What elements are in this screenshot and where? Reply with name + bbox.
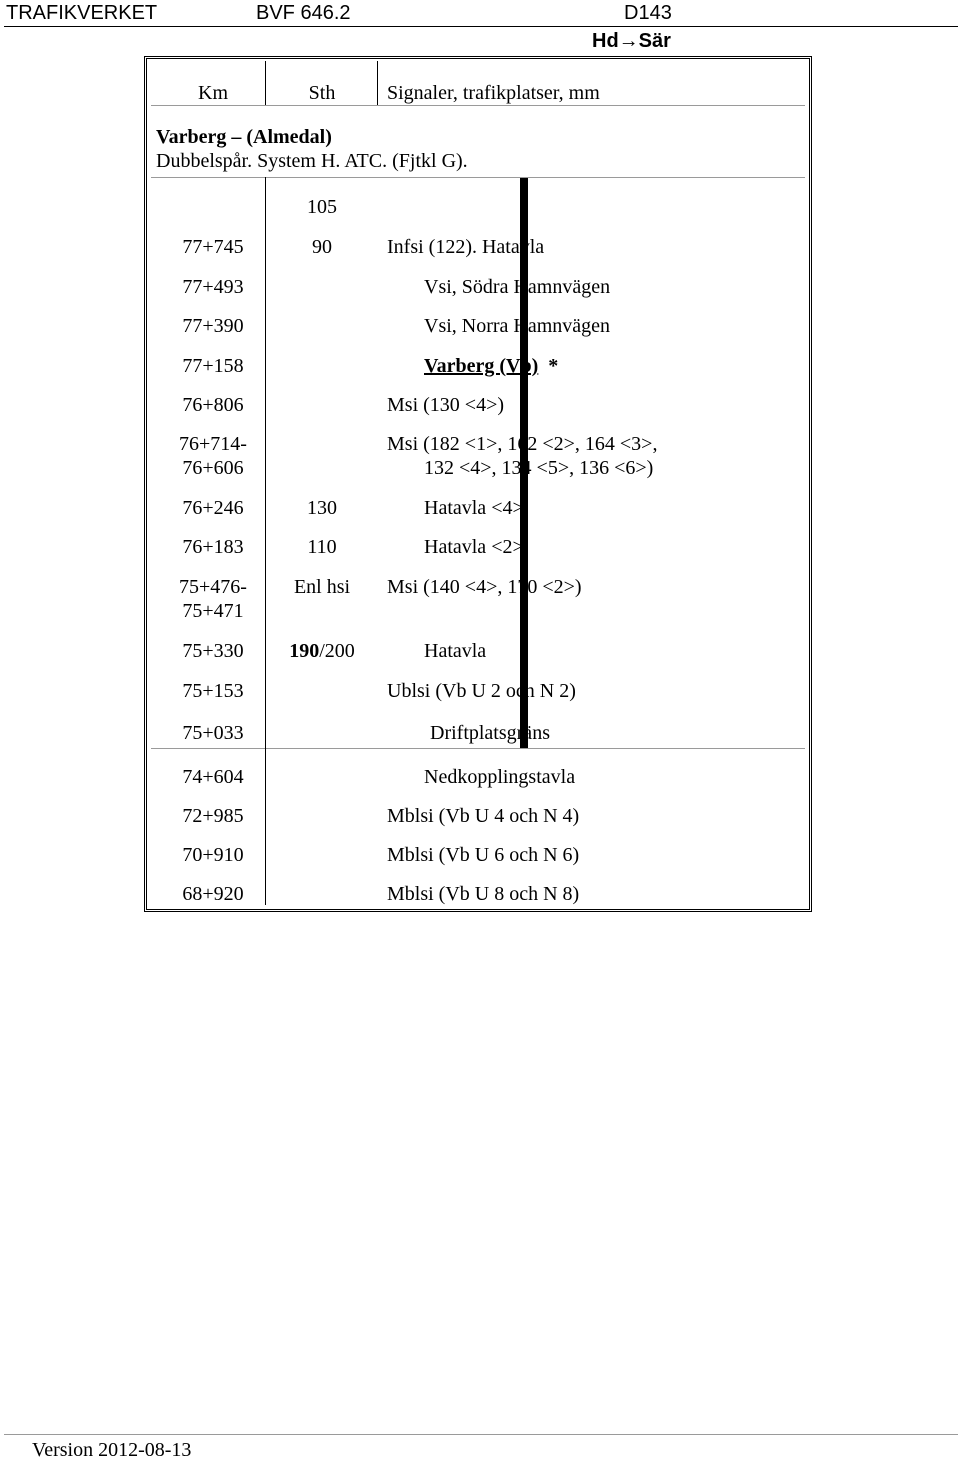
header-doc-number: BVF 646.2	[256, 2, 351, 24]
row-signal: Mblsi (Vb U 4 och N 4)	[387, 805, 580, 827]
row-km: 76+714-	[179, 433, 247, 455]
row-km: 77+493	[182, 276, 244, 298]
row-signal: Ublsi (Vb U 2 och N 2)	[387, 680, 576, 702]
row-signal: Nedkopplingstavla	[424, 766, 576, 788]
column-header-km: Km	[198, 82, 228, 104]
divider	[151, 105, 805, 106]
row-km: 74+604	[182, 766, 244, 788]
station-name	[424, 354, 558, 378]
row-sth: Enl hsi	[293, 576, 351, 598]
line-table	[144, 56, 812, 912]
direction-to: Sär	[638, 30, 671, 52]
column-header-signals: Signaler, trafikplatser, mm	[387, 82, 600, 104]
row-sth: 110	[307, 536, 337, 558]
row-km: 77+745	[182, 236, 244, 258]
row-signal: Msi (130 <4>)	[387, 394, 505, 416]
row-km: 68+920	[182, 883, 244, 905]
row-km: 76+606	[182, 457, 244, 479]
row-km: 77+390	[182, 315, 244, 337]
row-signal: Hatavla <4>	[424, 497, 524, 519]
row-km: 77+158	[182, 355, 244, 377]
row-signal: 132 <4>, 134 <5>, 136 <6>)	[424, 457, 654, 479]
row-signal: Vsi, Södra Hamnvägen	[424, 276, 611, 298]
row-km: 75+330	[182, 640, 244, 662]
row-signal: Mblsi (Vb U 8 och N 8)	[387, 883, 580, 905]
divider	[151, 748, 805, 749]
footer-version: Version 2012-08-13	[32, 1439, 192, 1461]
row-km: 75+476-	[179, 576, 247, 598]
row-sth: 130	[307, 497, 337, 519]
column-header-sth: Sth	[308, 82, 336, 104]
row-signal: Hatavla	[424, 640, 487, 662]
header-line-code: D143	[624, 2, 672, 24]
station-label: Varberg (Vb)	[424, 355, 539, 377]
row-signal: Vsi, Norra Hamnvägen	[424, 315, 611, 337]
row-sth: 90	[312, 236, 332, 258]
row-signal: Msi (182 <1>, 162 <2>, 164 <3>,	[387, 433, 658, 455]
row-km: 76+806	[182, 394, 244, 416]
divider	[151, 177, 805, 178]
row-sth: 105	[307, 196, 337, 218]
header-direction	[592, 29, 671, 53]
row-sth	[265, 639, 379, 663]
row-km: 75+471	[182, 600, 244, 622]
sth-primary: 190	[289, 640, 320, 662]
row-signal: Infsi (122). Hatavla	[387, 236, 545, 258]
row-km: 75+033	[182, 722, 244, 744]
row-km: 76+183	[182, 536, 244, 558]
section-title: Varberg – (Almedal)	[156, 126, 332, 148]
row-km: 75+153	[182, 680, 244, 702]
row-km: 72+985	[182, 805, 244, 827]
row-signal: Msi (140 <4>, 170 <2>)	[387, 576, 582, 598]
direction-from: Hd	[592, 30, 619, 52]
row-signal: Driftplatsgräns	[430, 722, 550, 744]
row-signal: Hatavla <2>	[424, 536, 524, 558]
station-mark: *	[548, 355, 559, 377]
section-subtitle: Dubbelspår. System H. ATC. (Fjtkl G).	[156, 150, 468, 172]
row-km: 76+246	[182, 497, 244, 519]
header-org: TRAFIKVERKET	[6, 2, 158, 24]
arrow-right-icon: →	[618, 30, 639, 52]
row-km: 70+910	[182, 844, 244, 866]
row-signal: Mblsi (Vb U 6 och N 6)	[387, 844, 580, 866]
header-rule	[4, 26, 958, 27]
footer-rule	[4, 1434, 958, 1435]
sth-secondary: /200	[319, 640, 355, 662]
